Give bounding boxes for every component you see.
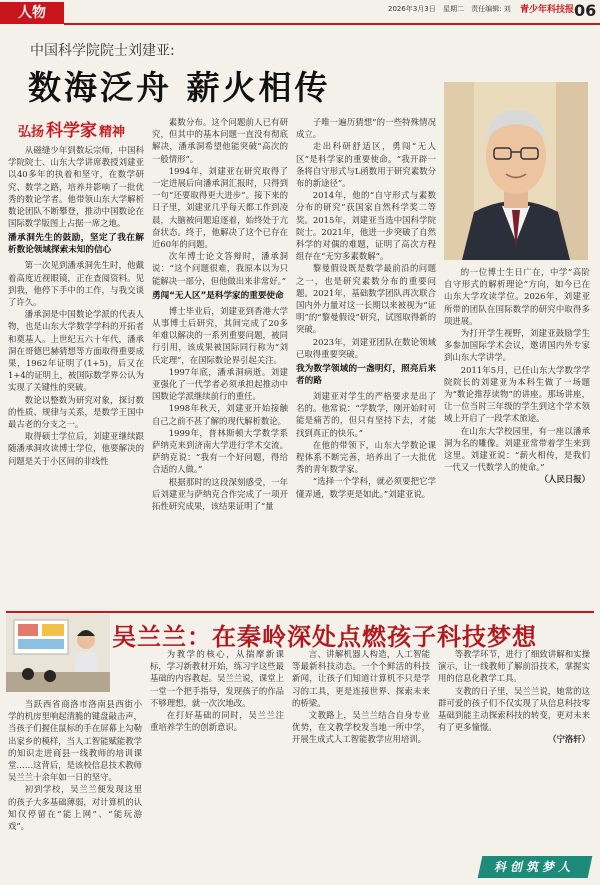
article1-column-2 xyxy=(152,116,288,606)
paragraph: 1998年秋天，刘建亚开始接触自己之前不甚了解的现代解析数论。 xyxy=(152,403,288,426)
paragraph: “选择一个学科，就必须要把它学懂弄通，数学更是如此。”刘建亚说。 xyxy=(296,476,436,499)
paragraph: 文教路上，吴兰兰结合自身专业优势，在文教学校发当地一所中学，开展生成式人工智能教学应用培训。 xyxy=(292,710,430,745)
paragraph: 黎曼假设既是数学最前沿的问题之一，也是研究素数分布的重要问题。2021年，基础数学团队再次联合国内外力量对这一长期以来被视为“证明”的“黎曼假设”研究，试图取得新的突破。 xyxy=(296,263,436,335)
article2-column-2 xyxy=(150,648,284,878)
article1-column-1 xyxy=(8,144,144,606)
article2-column-1 xyxy=(8,698,142,878)
paragraph: 第一次见到潘承洞先生时，他戴着高度近视眼镜，正在查阅资料。见到我，他停下手中的工作，与我交谈了许久。 xyxy=(8,260,144,308)
column-badge: 科创筑梦人 xyxy=(478,856,593,878)
paragraph: 刘建亚对学生的严格要求是出了名的。他常说：“学数学，刚开始时可能是痛苦的，但只有坚持下去，才能找到真正的快乐。” xyxy=(296,391,436,438)
page-number: 06 xyxy=(574,1,597,20)
paragraph: 1994年，刘建亚在研究取得了一定进展后向潘承洞汇报时，只得到一句“还要取得更大进步”。接下来的日子里，刘建亚几乎每天都工作到凌晨，大脑被问题追逐着，始终处于亢奋状态。终于，他解决了这个已存在近60年的问题。 xyxy=(152,165,288,250)
paragraph: 数论以整数为研究对象，探讨数的性质、规律与关系，是数学王国中最古老的分支之一。 xyxy=(8,394,144,430)
article2-column-4 xyxy=(438,648,590,848)
paragraph: 素数分布。这个问题前人已有研究，但其中的基本问题一直没有彻底解决，潘承洞希望他能突破“高次的一般情形”。 xyxy=(152,117,288,164)
paragraph: 的一位博士生日广在，中学“高阶自守形式的解析理论”方向，如今已在山东大学攻读学位。2026年，刘建亚所带的团队在国际数学的研究中取得多项进展。 xyxy=(444,267,590,326)
section-heading: 潘承洞先生的鼓励，坚定了我在解析数论领域探索未知的信心 xyxy=(8,233,144,256)
article1-subtitle: 中国科学院院士刘建亚: xyxy=(30,43,175,59)
header-info xyxy=(388,4,516,14)
paragraph: 为教学的核心，从揣摩新课标，学习新教材开始，练习字这些最基础的内容教起。吴兰兰说，课堂上一堂一个把手指导，发现孩子的作品不够理想，就一次次地改。 xyxy=(150,649,284,708)
section-heading: 勇闯“无人区”是科学家的重要使命 xyxy=(152,290,284,301)
paragraph: 当跃西省商洛市洛南县西街小学的机房里响起清脆的键盘敲击声，当孩子们握住鼠标的手在屏幕上勾勒出家乡的模样，当人工智能赋能教学的知识走进商县一线教师的培训课堂……这背后，是该校信息技术教师吴兰兰十余年如一日的坚守。 xyxy=(8,699,142,783)
paragraph: 等教学环节，进行了细致讲解和实操演示，让一线教师了解前沿技术，掌握实用的信息化教学工具。 xyxy=(438,649,590,684)
article1-source: （人民日报） xyxy=(539,474,590,485)
section-tab: 人物 xyxy=(0,2,64,24)
paragraph: 为打开学生视野，刘建亚鼓励学生多参加国际学术会议，邀请国内外专家到山东大学讲学。 xyxy=(444,328,590,363)
issue-date: 2026年3月3日 xyxy=(388,5,436,13)
paragraph: 在打好基础的同时，吴兰兰注重培养学生的创新意识。 xyxy=(150,710,284,733)
header-rule xyxy=(64,23,600,25)
paragraph: 2014年，他的“自守形式与素数分布的研究”获国家自然科学奖二等奖。2015年，刘建亚当选中国科学院院士。2021年，他进一步突破了自然科学的对偶的难题，证明了高次方程组存在“无穷多素数解”。 xyxy=(296,190,436,262)
article1-title: 数海泛舟 薪火相传 xyxy=(28,68,331,107)
paragraph: 1997年底，潘承洞病逝。刘建亚强化了一代学者必须承担起推动中国数论学派继续前行的重任。 xyxy=(152,366,288,402)
tagline-post: 精神 xyxy=(99,125,126,140)
paragraph: 2011年5月，已任山东大学数学学院院长的刘建亚为本科生做了一场题为“数论推荐读物”的讲座。那场讲座，让一位当时三年级的学生到这个学术领域上开启了一段学术旅途。 xyxy=(444,364,590,424)
article2-title: 吴兰兰：在秦岭深处点燃孩子科技梦想 xyxy=(112,623,537,651)
newspaper-brand: 青少年科技报 xyxy=(520,5,575,15)
classroom-photo xyxy=(6,614,110,692)
paragraph: 子唯一遍历猜想”的一些特殊情况成立。 xyxy=(296,117,436,140)
article2-column-3 xyxy=(292,648,430,878)
paragraph: 在山东大学校园里，有一座以潘承洞为名的雕像。刘建亚常带着学生来到这里。刘建亚说：“薪火相传，是我们一代又一代数学人的使命。” xyxy=(444,425,590,473)
paragraph: 2023年，刘建亚团队在数论领域已取得重要突破。 xyxy=(296,336,436,359)
paragraph: 次年博士论文答辩时，潘承洞说：“这个问题很难，我原本以为只能解决一部分，但他做出来非常好。” xyxy=(152,251,288,286)
paragraph: 1999年，普林斯顿大学数学系萨纳克来到济南大学进行学术交流。萨纳克说：“我有一个好问题，得给合适的人做。” xyxy=(152,427,288,475)
editor-credit: 责任编辑: 刘 xyxy=(471,5,511,13)
paragraph: 走出科研舒适区，勇闯“无人区”是科学家的重要使命。“我开辟一条将自守形式与L函数用于研究素数分布的新途径”。 xyxy=(296,141,436,189)
portrait-photo xyxy=(444,82,588,260)
paragraph: 从磁缝少年到数坛宗师，中国科学院院士、山东大学讲席教授刘建亚以40多年的执着和坚守，在数学研究、数学之路，培养并影响了一批优秀的数论学者。他带领山东大学解析数论团队不断攀登，推动中国数论在国际数学版图上占据一席之地。 xyxy=(8,145,144,229)
paragraph: 在他的带领下，山东大学数论课程体系不断完善，培养出了一大批优秀的青年数学家。 xyxy=(296,439,436,475)
paragraph: 潘承洞是中国数论学派的代表人物，也是山东大学数学学科的开拓者和奠基人。上世纪五六十年代，潘承洞在哥德巴赫猜想等方面取得重要成果，1962年证明了(1+5)，后又在1+4的证明上，被国际数学界公认为实现了关键性的突破。 xyxy=(8,309,144,393)
classroom-illustration xyxy=(6,614,110,692)
paragraph: 根据那时的这段深刻感受，一年后刘建亚与萨纳克合作完成了一项开拓性研究成果，该结果证明了“量 xyxy=(152,476,288,512)
article1-column-3 xyxy=(296,116,436,606)
portrait-illustration xyxy=(444,82,588,260)
article-divider xyxy=(6,611,594,613)
issue-weekday: 星期二 xyxy=(442,5,464,13)
paragraph: 支教的日子里，吴兰兰说，她常的这群可爱的孩子们不仅实现了从信息科技零基础到能主动探索科技的转变，更对未来有了更多憧憬。 xyxy=(438,685,590,733)
article1-column-4 xyxy=(444,266,590,606)
tagline-pre: 弘扬 xyxy=(18,125,45,140)
article1-tagline xyxy=(18,116,125,141)
section-heading: 我为数学领域的一盏明灯，照亮后来者的路 xyxy=(296,364,436,387)
tagline-big: 科学家 xyxy=(46,121,98,141)
paragraph: 博士毕业后，刘建亚到香港大学从事博士后研究，其间完成了20多年难以解决的一系列重要问题，被同行引用，该成果被国际同行称为“刘氏定理”，在国际数论界引起关注。 xyxy=(152,305,288,365)
paragraph: 取得硕士学位后，刘建亚继续跟随潘承洞攻读博士学位，他要解决的问题是关于小区间的非线性 xyxy=(8,431,144,466)
paragraph: 言、讲解机器人构造，人工智能等最新科技动态。一个个鲜活的科技新闻，让孩子们知道计算机不只是学习的工具，更是连接世界、探索未来的桥梁。 xyxy=(292,649,430,708)
article2-source: （宁洛轩） xyxy=(548,734,590,745)
paragraph: 初到学校，吴兰兰便发现这里的孩子大多基础薄弱，对计算机的认知仅停留在“能上网”、“能玩游戏”。 xyxy=(8,784,142,832)
